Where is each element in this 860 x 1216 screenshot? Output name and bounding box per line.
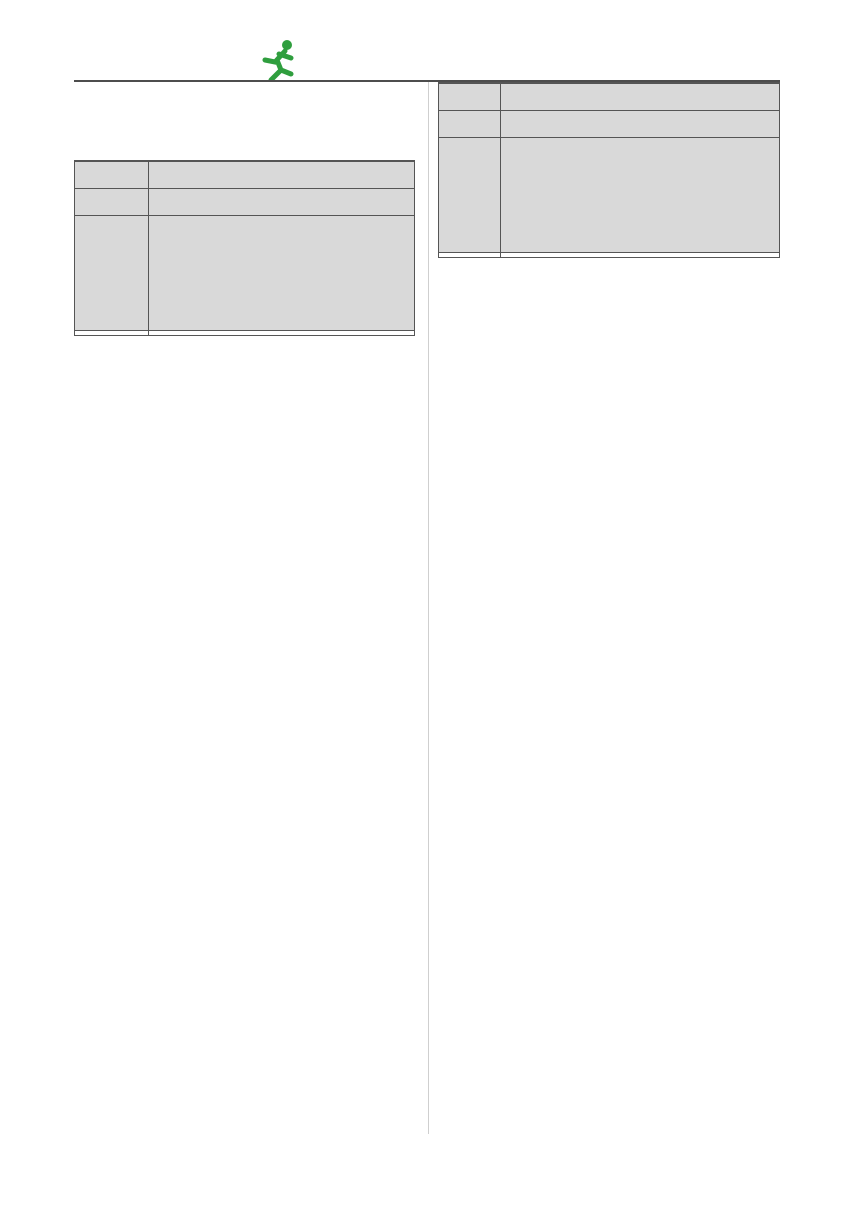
row-key bbox=[75, 162, 149, 189]
row-value bbox=[501, 84, 780, 111]
analysis-table-1 bbox=[74, 160, 415, 336]
row-value bbox=[501, 138, 780, 253]
page-header bbox=[0, 0, 860, 88]
analysis-table-2 bbox=[438, 82, 780, 258]
answer-key bbox=[439, 253, 501, 258]
row-value bbox=[149, 216, 415, 331]
running-figure-logo-icon bbox=[257, 38, 299, 82]
row-key bbox=[75, 189, 149, 216]
answer-value bbox=[149, 331, 415, 336]
row-value bbox=[149, 189, 415, 216]
row-key bbox=[75, 216, 149, 331]
row-key bbox=[439, 138, 501, 253]
row-value bbox=[501, 111, 780, 138]
answer-key bbox=[75, 331, 149, 336]
row-key bbox=[439, 111, 501, 138]
row-key bbox=[439, 84, 501, 111]
answer-value bbox=[501, 253, 780, 258]
column-divider bbox=[428, 82, 429, 1134]
row-value bbox=[149, 162, 415, 189]
